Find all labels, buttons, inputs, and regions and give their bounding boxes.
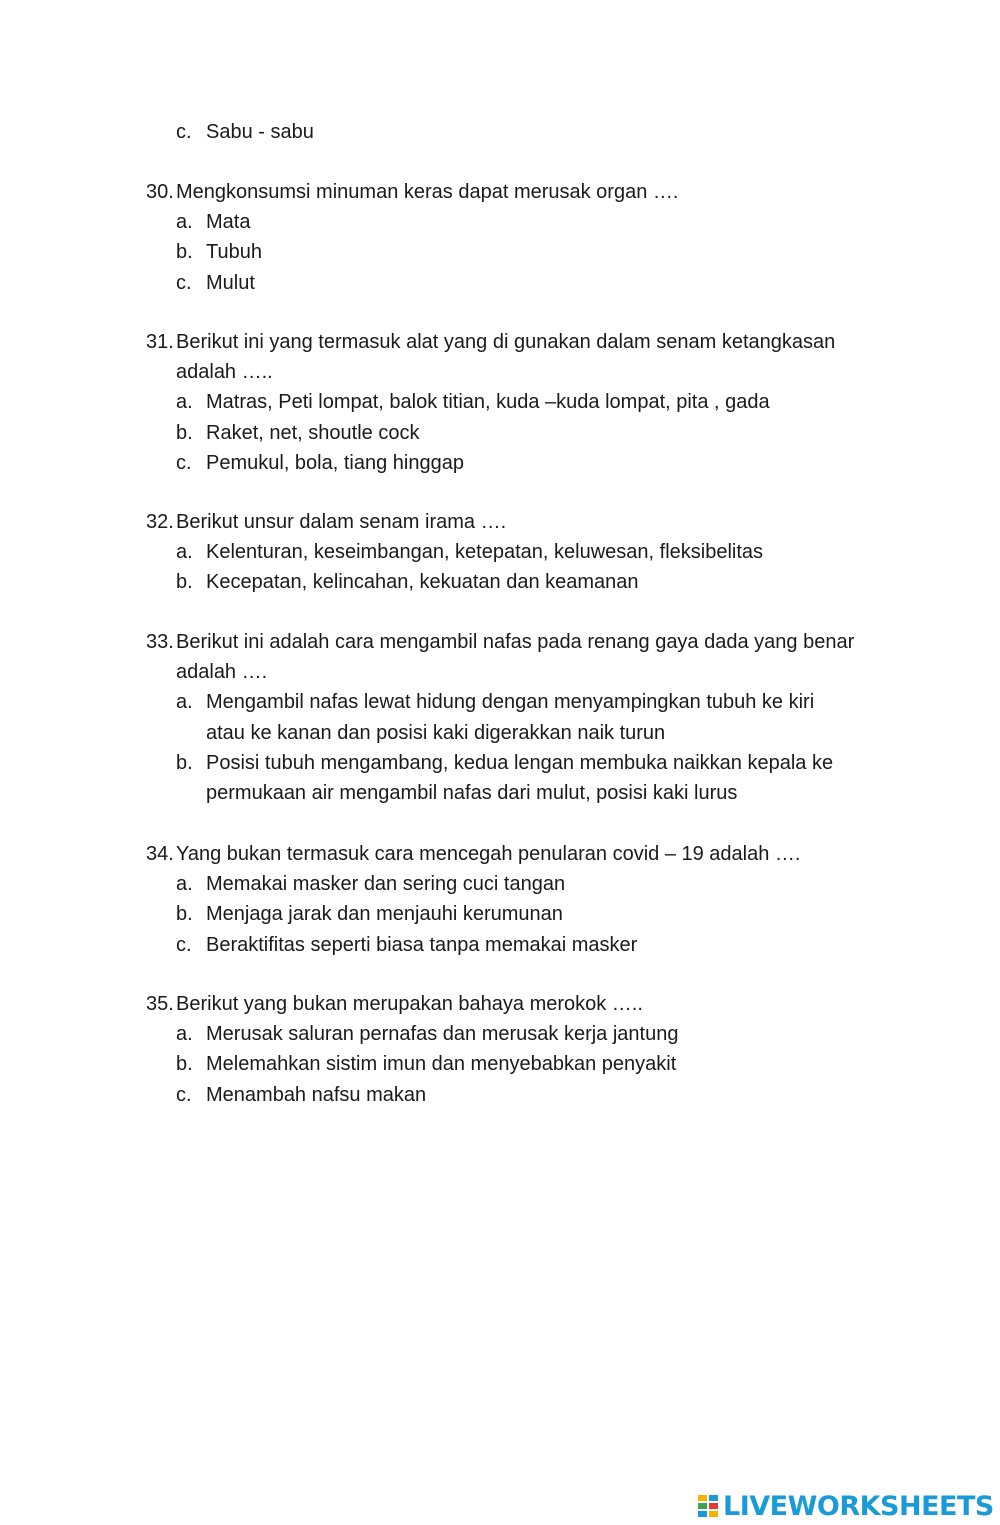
- option-text: Raket, net, shoutle cock: [206, 421, 420, 444]
- option-text: Sabu - sabu: [206, 121, 314, 143]
- logo-text: LIVEWORKSHEETS: [723, 1490, 994, 1522]
- option-text: Kelenturan, keseimbangan, ketepatan, keluwesan, fleksibelitas: [206, 541, 764, 564]
- option-letter: a.: [176, 391, 193, 414]
- option-letter: c.: [176, 933, 192, 956]
- option-letter: b.: [176, 241, 193, 264]
- option-text: Merusak saluran pernafas dan merusak kerja jantung: [206, 1023, 679, 1046]
- logo-mark-icon: [698, 1493, 720, 1519]
- option-text: Matras, Peti lompat, balok titian, kuda –kuda lompat, pita , gada: [206, 391, 770, 414]
- option-text: Beraktifitas seperti biasa tanpa memakai masker: [206, 933, 638, 956]
- option-text: Menjaga jarak dan menjauhi kerumunan: [206, 903, 563, 926]
- option-letter: b.: [176, 421, 193, 444]
- option-text: atau ke kanan dan posisi kaki digerakkan naik turun: [206, 721, 666, 744]
- option-text: Kecepatan, kelincahan, kekuatan dan keamanan: [206, 571, 639, 594]
- option-text: Tubuh: [206, 241, 262, 264]
- option-text: Memakai masker dan sering cuci tangan: [206, 873, 566, 896]
- question-text: Berikut ini adalah cara mengambil nafas pada renang gaya dada yang benar: [176, 631, 855, 653]
- option-text: permukaan air mengambil nafas dari mulut, posisi kaki lurus: [206, 782, 738, 804]
- question-number: 35.: [146, 993, 174, 1015]
- option-letter: c.: [176, 271, 192, 294]
- option-letter: b.: [176, 903, 193, 926]
- question-text: adalah ….: [176, 661, 268, 684]
- question-number: 30.: [146, 181, 174, 203]
- question-text: Mengkonsumsi minuman keras dapat merusak organ ….: [176, 181, 679, 203]
- question-text: Yang bukan termasuk cara mencegah penularan covid – 19 adalah ….: [176, 843, 801, 865]
- option-letter: b.: [176, 1053, 193, 1076]
- option-letter: a.: [176, 1023, 193, 1046]
- option-text: Menambah nafsu makan: [206, 1083, 427, 1106]
- question-number: 31.: [146, 331, 174, 353]
- option-letter: a.: [176, 691, 193, 714]
- option-text: Posisi tubuh mengambang, kedua lengan membuka naikkan kepala ke: [206, 751, 834, 774]
- option-letter: a.: [176, 541, 193, 564]
- question-text: Berikut yang bukan merupakan bahaya merokok …..: [176, 993, 643, 1015]
- option-letter: b.: [176, 571, 193, 594]
- option-letter: a.: [176, 873, 193, 896]
- option-text: Mata: [206, 211, 251, 234]
- option-text: Mulut: [206, 271, 255, 294]
- option-letter: c.: [176, 1083, 192, 1106]
- option-text: Mengambil nafas lewat hidung dengan menyampingkan tubuh ke kiri: [206, 691, 815, 714]
- question-text: adalah …..: [176, 361, 273, 384]
- question-text: Berikut ini yang termasuk alat yang di gunakan dalam senam ketangkasan: [176, 331, 836, 353]
- question-number: 32.: [146, 511, 174, 533]
- option-letter: c.: [176, 451, 192, 474]
- question-number: 33.: [146, 631, 174, 653]
- option-letter: c.: [176, 121, 192, 143]
- option-letter: a.: [176, 211, 193, 234]
- question-number: 34.: [146, 843, 174, 865]
- question-text: Berikut unsur dalam senam irama ….: [176, 511, 507, 533]
- option-letter: b.: [176, 751, 193, 774]
- liveworksheets-logo: [698, 1488, 998, 1524]
- option-text: Pemukul, bola, tiang hinggap: [206, 451, 464, 474]
- option-text: Melemahkan sistim imun dan menyebabkan penyakit: [206, 1053, 677, 1076]
